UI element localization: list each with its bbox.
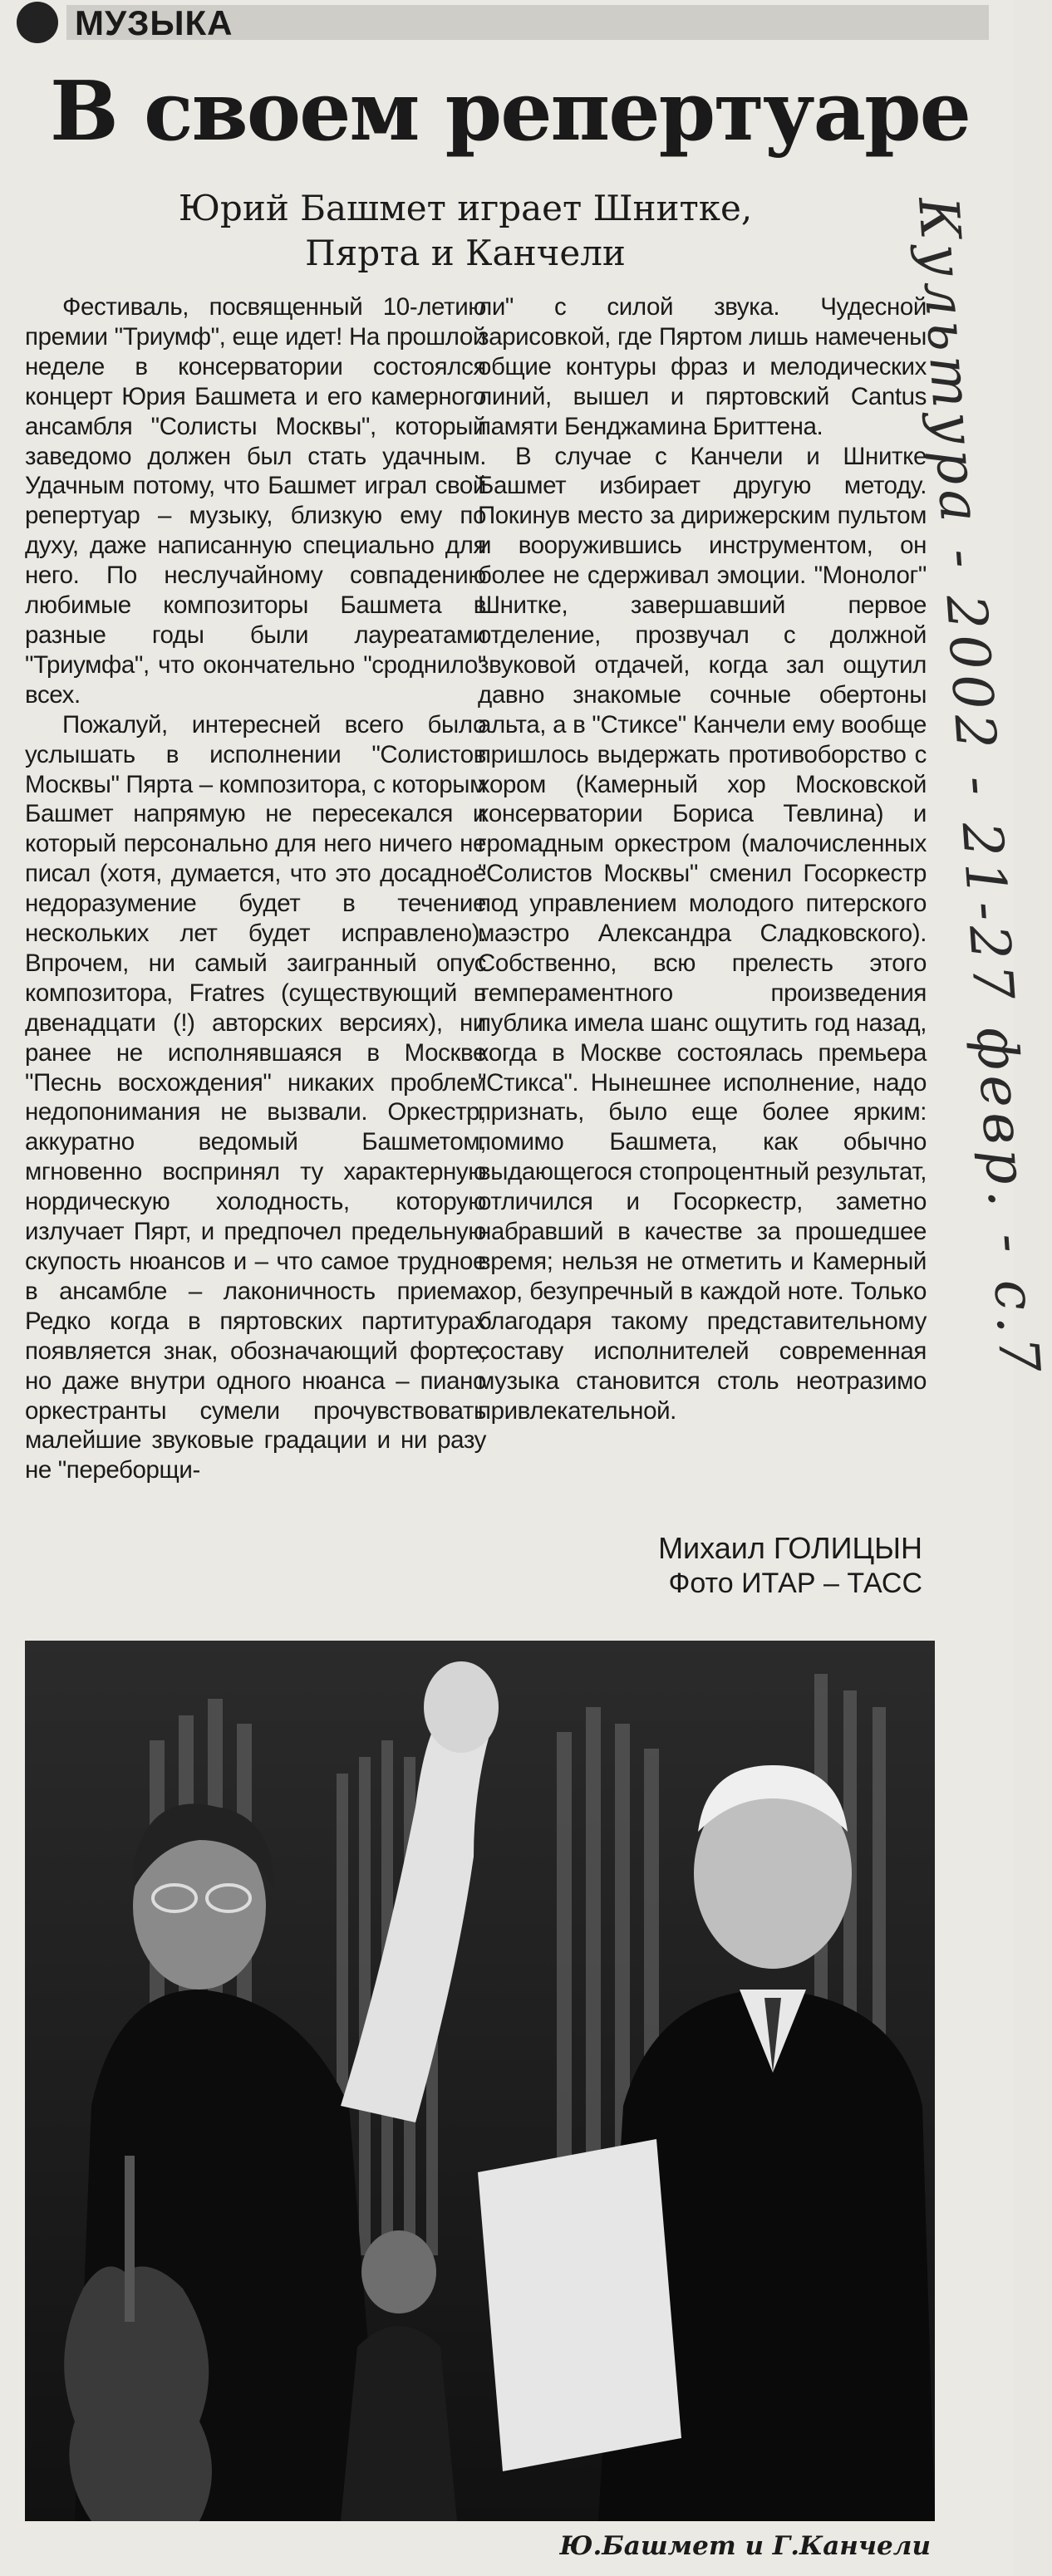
photo-caption: Ю.Башмет и Г.Канчели xyxy=(559,2531,931,2561)
concert-photo xyxy=(25,1641,935,2521)
handwritten-note: Культура - 2002 - 21-27 февр. - с.7 xyxy=(906,194,1052,1380)
photo-bashmet-kancheli xyxy=(25,1641,935,2521)
subheadline xyxy=(150,186,781,276)
section-rubric xyxy=(17,2,989,43)
author-first-name: Михаил xyxy=(658,1531,765,1565)
author-last-name: ГОЛИЦЫН xyxy=(773,1531,922,1565)
rubric-bullet-icon xyxy=(17,2,58,43)
handwritten-annotation xyxy=(906,194,1052,1528)
author-byline xyxy=(565,1531,922,1566)
article-paragraph: В случае с Канчели и Шнитке Башмет избирает другую методу. Покинув место за дирижерским пультом и вооружившись инструментом, он более не сдерживал эмоции. "Монолог" Шнитке, завершавший первое отделение, прозвучал с должной звуковой отдачей, когда зал ощутил давно знакомые сочные обертоны альта, а в "Стиксе" Канчели ему вообще пришлось выдержать противоборство с хором (Камерный хор Московской консерватории Бориса Тевлина) и громадным оркестром (малочисленных "Солистов Москвы" сменил Госоркестр под управлением молодого питерского маэстро Александра Сладковского). Собственно, всю прелесть этого темпераментного произведения публика имела шанс ощутить год назад, когда в Москве состоялась премьера "Стикса". Нынешнее исполнение, надо признать, было еще более ярким: помимо Башмета, как обычно выдающегося стопроцентный результат, отличился и Госоркестр, заметно набравший в качестве за прошедшее время; нельзя не отметить и Камерный хор, безупречный в каждой ноте. Только благодаря такому представительному составу исполнителей современная музыка становится столь неотразимо привлекательной. xyxy=(478,442,927,1425)
article-column-right xyxy=(478,292,927,1425)
photo-credit: Фото ИТАР – ТАСС xyxy=(668,1568,922,1599)
article-paragraph-continued: ли" с силой звука. Чудесной зарисовкой, где Пяртом лишь намечены общие контуры фраз и мелодических линий, вышел и пяртовский Cantus памяти Бенджамина Бриттена. xyxy=(478,293,927,440)
article-paragraph: Пожалуй, интересней всего было услышать в исполнении "Солистов Москвы" Пярта – композитора, с которым Башмет напрямую не пересекался и который персонально для него ничего не писал (хотя, думается, что это досадное недоразумение будет в течение нескольких лет будет исправлено). Впрочем, ни самый заигранный опус композитора, Fratres (существующий в двенадцати (!) авторских версиях), ни ранее не исполнявшаяся в Москве "Песнь восхождения" никаких проблем недопонимания не вызвали. Оркестр, аккуратно ведомый Башметом, мгновенно воспринял ту характерную нордическую холодность, которую излучает Пярт, и предпочел предельную скупость нюансов и – что самое трудное в ансамбле – лаконичность приема. Редко когда в пяртовских партитурах появляется знак, обозначающий форте, но даже внутри одного нюанса – пиано оркестранты сумели прочувствовать малейшие звуковые градации и ни разу не "переборщи- xyxy=(25,710,486,1484)
subheadline-line-1: Юрий Башмет играет Шнитке, xyxy=(178,188,753,228)
rubric-label: МУЗЫКА xyxy=(75,3,234,42)
article-column-left xyxy=(25,292,486,1485)
article-paragraph: Фестиваль, посвященный 10-летию премии "Триумф", еще идет! На прошлой неделе в консерватории состоялся концерт Юрия Башмета и его камерного ансамбля "Солисты Москвы", который заведомо должен был стать удачным. Удачным потому, что Башмет играл свой репертуар – музыку, близкую ему по духу, даже написанную специально для него. По неслучайному совпадению любимые композиторы Башмета в разные годы были лауреатами "Триумфа", что окончательно "сроднило" всех. xyxy=(25,293,486,709)
subheadline-line-2: Пярта и Канчели xyxy=(305,233,626,273)
headline: В своем репертуаре xyxy=(50,64,970,159)
